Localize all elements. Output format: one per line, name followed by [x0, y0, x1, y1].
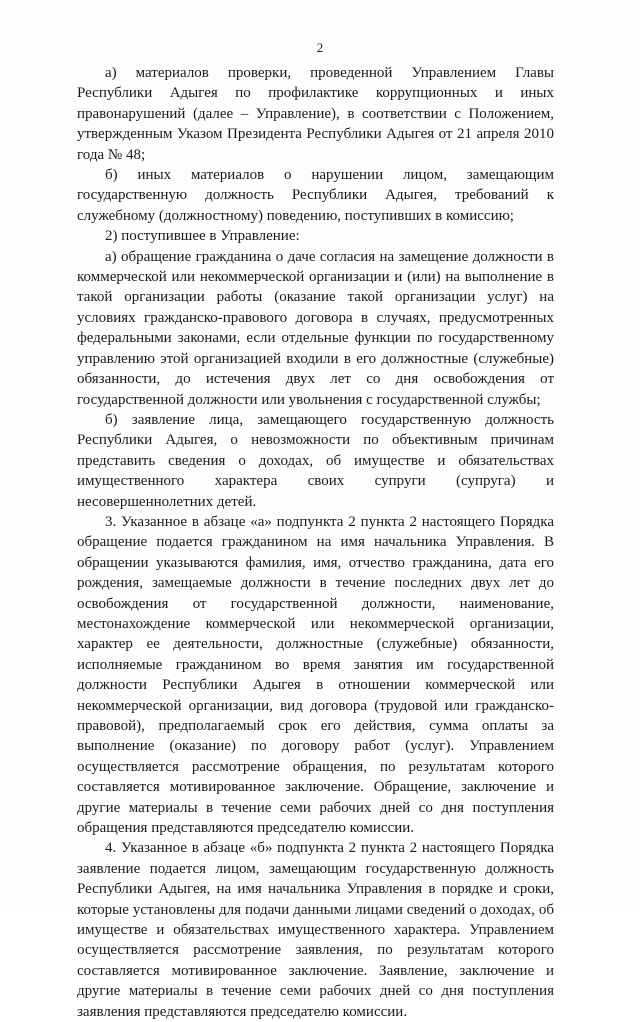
document-body	[77, 63, 554, 1022]
paragraph-item-a-citizen-request: а) обращение гражданина о даче согласия на замещение должности в коммерческой или некоммерческой организации и (или) на выполнение в такой организации работы (оказание такой организации услуг) на условиях гражданско-правового договора в случаях, предусмотренных федеральными законами, если отдельные функции по государственному управлению этой организацией входили в его должностные (служебные) обязанности, до истечения двух лет со дня освобождения от государственной должности или увольнения с государственной службы;	[77, 248, 554, 408]
paragraph-item-b-statement: б) заявление лица, замещающего государственную должность Республики Адыгея, о невозможности по объективным причинам представить сведения о доходах, об имуществе и обязательствах имущественного характера своих супруги (супруга) и несовершеннолетних детей.	[77, 411, 554, 510]
page-number: 2	[316, 40, 324, 55]
paragraph-clause-4: 4. Указанное в абзаце «б» подпункта 2 пункта 2 настоящего Порядка заявление подается лицом, замещающим государственную должность Республики Адыгея, на имя начальника Управления в порядке и сроки, которые установлены для подачи данными лицами сведений о доходах, об имуществе и обязательствах имущественного характера. Управлением осуществляется рассмотрение заявления, по результатам которого составляется мотивированное заключение. Заявление, заключение и другие материалы в течение семи рабочих дней со дня поступления заявления представляются председателю комиссии.	[77, 840, 554, 1020]
paragraph-item-a-materials: а) материалов проверки, проведенной Управлением Главы Республики Адыгея по профилактике коррупционных и иных правонарушений (далее – Управление), в соответствии с Положением, утвержденным Указом Президента Республики Адыгея от 21 апреля 2010 года № 48;	[77, 65, 554, 163]
paragraph-clause-3: 3. Указанное в абзаце «а» подпункта 2 пункта 2 настоящего Порядка обращение подается гражданином на имя начальника Управления. В обращении указываются фамилия, имя, отчество гражданина, дата его рождения, замещаемые должности в течение последних двух лет до освобождения от государственной должности, наименование, местонахождение коммерческой или некоммерческой организации, характер ее деятельности, должностные (служебные) обязанности, исполняемые гражданином во время занятия им государственной должности Республики Адыгея в отношении коммерческой или некоммерческой организации, вид договора (трудовой или гражданско-правовой), предполагаемый срок его действия, сумма оплаты за выполнение (оказание) по договору работ (услуг). Управлением осуществляется рассмотрение обращения, по результатам которого составляется мотивированное заключение. Обращение, заключение и другие материалы в течение семи рабочих дней со дня поступления обращения представляются председателю комиссии.	[77, 513, 554, 837]
paragraph-item-2-received: 2) поступившее в Управление:	[105, 228, 300, 245]
paragraph-item-b-other-materials: б) иных материалов о нарушении лицом, замещающим государственную должность Республики Адыгея, требований к служебному (должностному) поведению, поступивших в комиссию;	[77, 167, 554, 224]
